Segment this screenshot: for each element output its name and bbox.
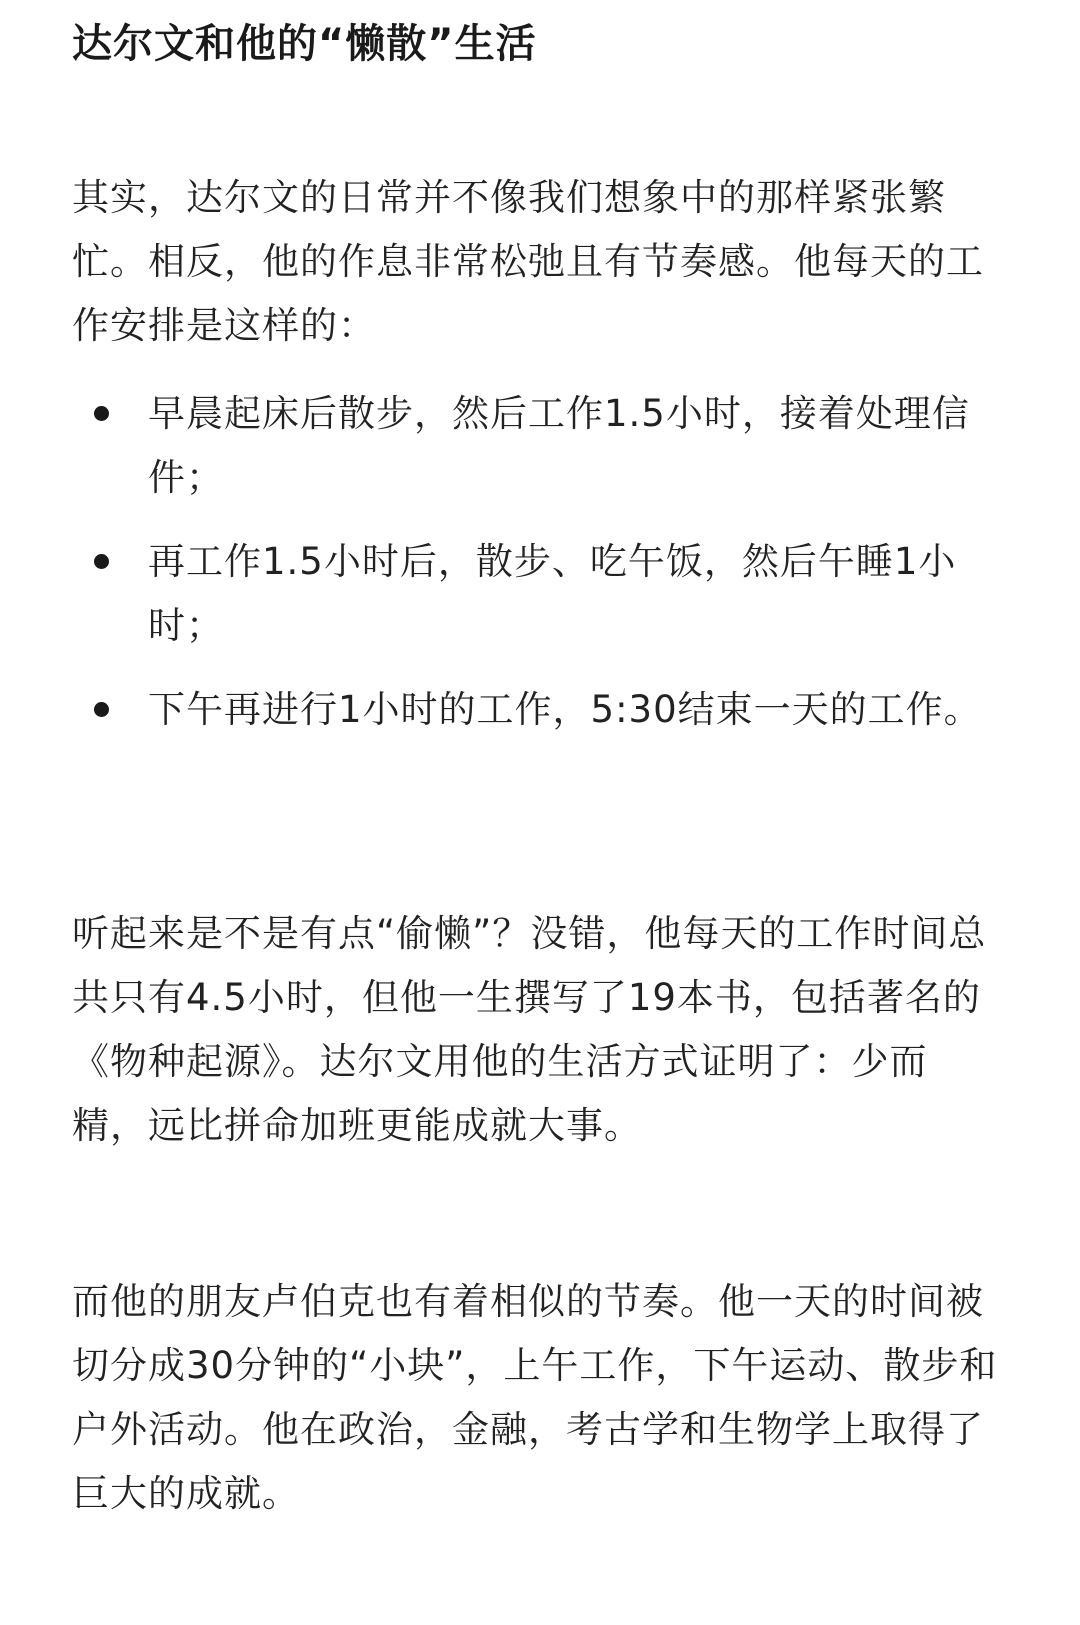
body-paragraph-lubbock: 而他的朋友卢伯克也有着相似的节奏。他一天的时间被切分成30分钟的“小块”，上午工作，下午运动、散步和户外活动。他在政治，金融，考古学和生物学上取得了巨大的成就。: [72, 1280, 998, 1515]
list-item-text: 早晨起床后散步，然后工作1.5小时，接着处理信件；: [148, 392, 970, 499]
intro-paragraph: 其实，达尔文的日常并不像我们想象中的那样紧张繁忙。相反，他的作息非常松弛且有节奏感。他每天的工作安排是这样的：: [72, 176, 984, 347]
list-item: [72, 530, 1002, 658]
list-item: [72, 678, 1002, 742]
list-item-text: 再工作1.5小时后，散步、吃午饭，然后午睡1小时；: [148, 540, 957, 647]
bullet-icon: [94, 554, 109, 569]
schedule-list: [72, 382, 1002, 762]
body-paragraph-darwin-output: 听起来是不是有点“偷懒”？没错，他每天的工作时间总共只有4.5小时，但他一生撰写了19本书，包括著名的《物种起源》。达尔文用他的生活方式证明了：少而精，远比拼命加班更能成就大事。: [72, 912, 987, 1147]
list-item-text: 下午再进行1小时的工作，5:30结束一天的工作。: [148, 688, 982, 731]
article-title: 达尔文和他的“懒散”生活: [72, 21, 537, 67]
list-item: [72, 382, 1002, 510]
bullet-icon: [94, 406, 109, 421]
bullet-icon: [94, 702, 109, 717]
